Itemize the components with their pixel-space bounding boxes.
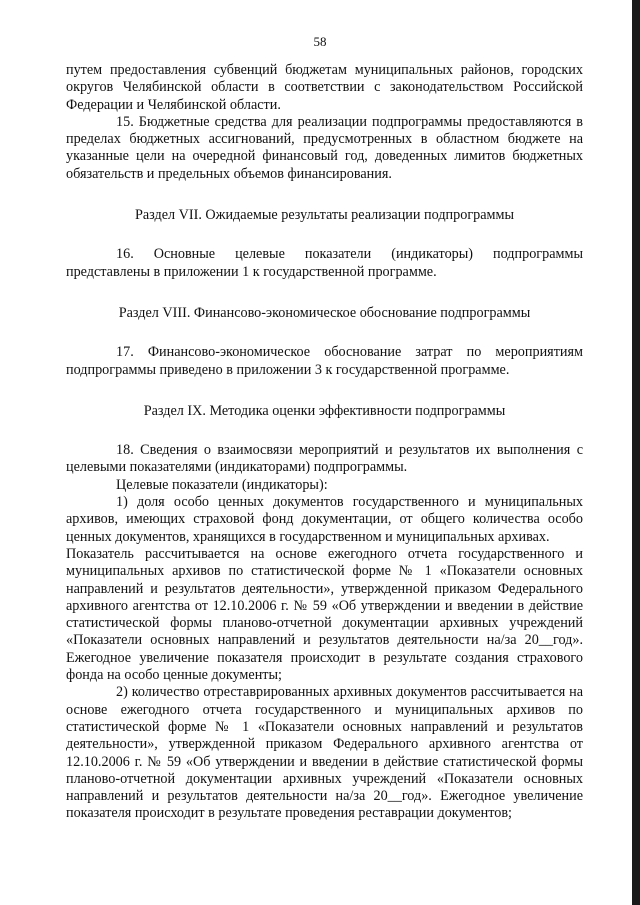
paragraph-16: 16. Основные целевые показатели (индикаторы) подпрограммы представлены в приложении 1 к государственной программе.	[66, 246, 583, 280]
scan-edge	[632, 0, 640, 905]
section-heading-8: Раздел VIII. Финансово-экономическое обоснование подпрограммы	[118, 304, 531, 321]
indicator-2: 2) количество отреставрированных архивных документов рассчитывается на основе ежегодного отчета государственного и муниципальных архивов по статистической форме № 1 «Показатели основных направлений и результатов деятельности», утвержденной приказом Федерального архивного агентства от 12.10.2006 г. № 59 «Об утверждении и введении в действие статистической формы планово-отчетной документации архивных учреждений «Показатели основных направлений и результатов деятельности на/за 20__год». Ежегодное увеличение показателя происходит в результате проведения реставрации документов;	[66, 684, 583, 822]
paragraph-18: 18. Сведения о взаимосвязи мероприятий и результатов их выполнения с целевыми показателями (индикаторами) подпрограммы.	[66, 442, 583, 476]
section-heading-7: Раздел VII. Ожидаемые результаты реализации подпрограммы	[134, 207, 515, 224]
indicator-1: 1) доля особо ценных документов государственного и муниципальных архивов, имеющих страховой фонд документации, от общего количества особо ценных документов, хранящихся в государственном и муниципальных архивах.	[66, 494, 583, 545]
document-body	[66, 62, 583, 823]
paragraph-continuation: путем предоставления субвенций бюджетам муниципальных районов, городских округов Челябинской области в соответствии с законодательством Российской Федерации и Челябинской области.	[66, 62, 583, 113]
section-heading-9: Раздел IX. Методика оценки эффективности подпрограммы	[143, 402, 506, 419]
paragraph-15: 15. Бюджетные средства для реализации подпрограммы предоставляются в пределах бюджетных ассигнований, предусмотренных в областном бюджете на указанные цели на очередной финансовый год, доведенных лимитов бюджетных обязательств и предельных объемов финансирования.	[66, 113, 583, 182]
paragraph-17: 17. Финансово-экономическое обоснование затрат по мероприятиям подпрограммы приведено в приложении 3 к государственной программе.	[66, 344, 583, 378]
indicator-1-calculation: Показатель рассчитывается на основе ежегодного отчета государственного и муниципальных архивов по статистической форме № 1 «Показатели основных направлений и результатов деятельности», утвержденной приказом Федерального архивного агентства от 12.10.2006 г. № 59 «Об утверждении и введении в действие статистической формы планово-отчетной документации архивных учреждений «Показатели основных направлений и результатов деятельности на/за 20__год». Ежегодное увеличение показателя происходит в результате создания страхового фонда на особо ценные документы;	[66, 545, 583, 684]
targets-label: Целевые показатели (индикаторы):	[116, 476, 328, 493]
page-number: 58	[313, 34, 327, 49]
